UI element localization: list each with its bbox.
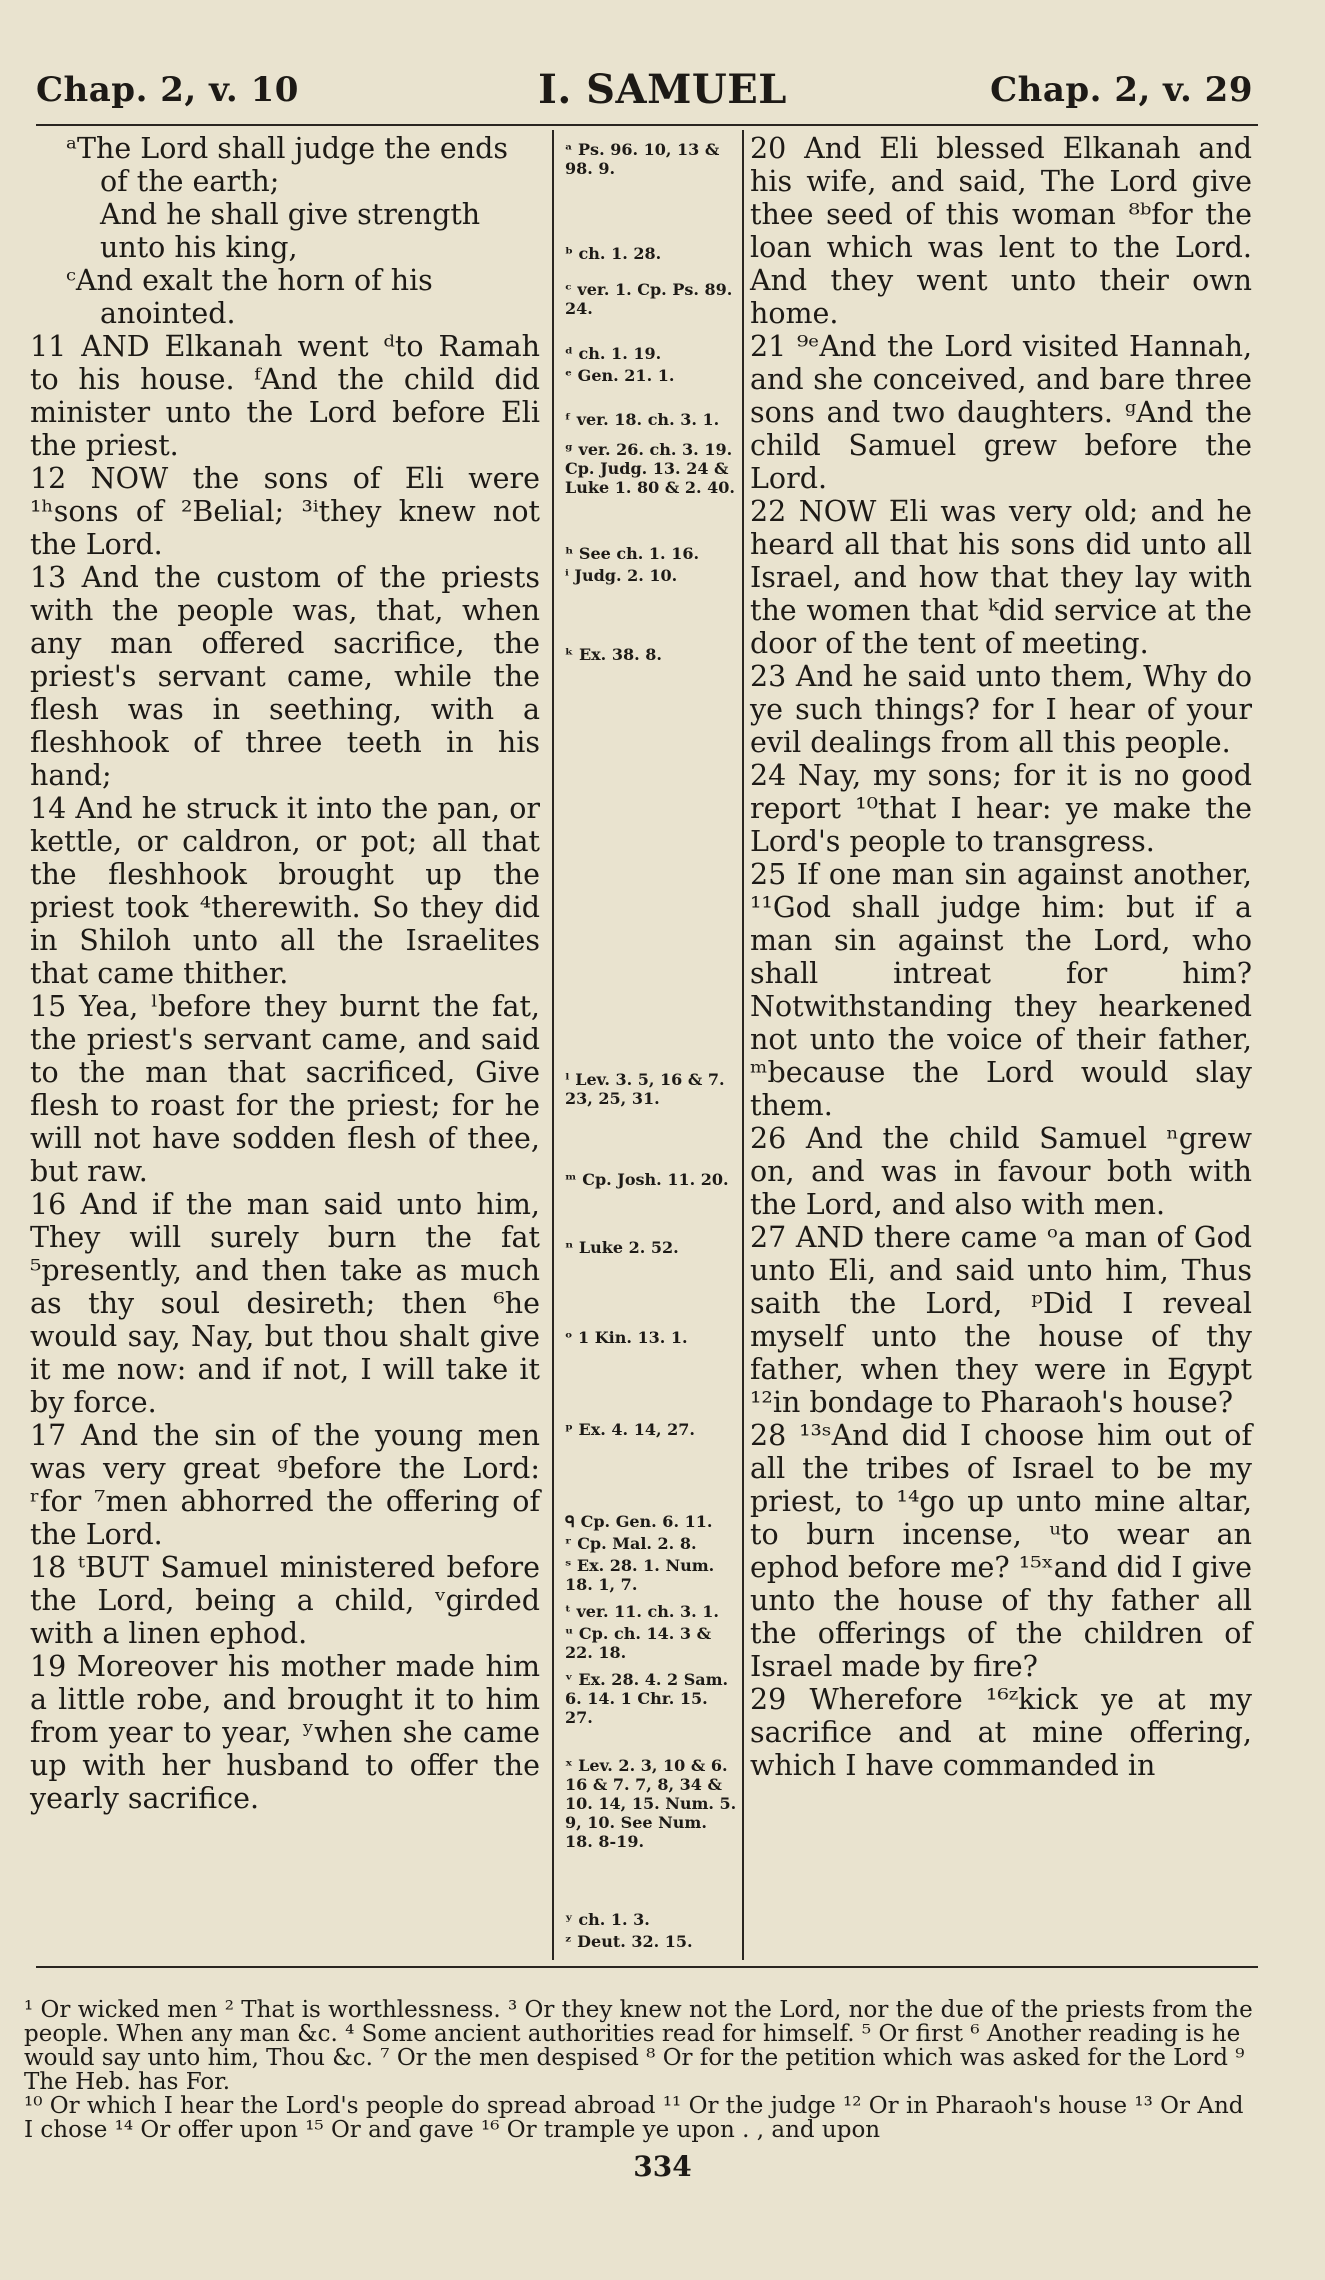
footnote-rule — [36, 1966, 1258, 1968]
verse-18: 18 ᵗBUT Samuel ministered before the Lord, being a child, ᵛgirded with a linen ephod. — [30, 1551, 540, 1650]
verse-23: 23 And he said unto them, Why do ye such things? for I hear of your evil dealings from all this people. — [750, 660, 1252, 759]
reference-f: ᶠ ver. 18. ch. 3. 1. — [565, 410, 720, 429]
verse-20: 20 And Eli blessed Elkanah and his wife, and said, The Lord give thee seed of this woman ⁸ᵇfor the loan which was lent to the Lord. And they went unto their own home. — [750, 132, 1252, 330]
left-text-column — [30, 132, 540, 1815]
reference-b: ᵇ ch. 1. 28. — [565, 244, 662, 263]
reference-y: ʸ ch. 1. 3. — [565, 1910, 650, 1929]
reference-k: ᵏ Ex. 38. 8. — [565, 645, 662, 664]
reference-m: ᵐ Cp. Josh. 11. 20. — [565, 1170, 729, 1189]
verse-13: 13 And the custom of the priests with the people was, that, when any man offered sacrifice, the priest's servant came, while the flesh was in seething, with a fleshhook of three teeth in his hand; — [30, 561, 540, 792]
reference-g: ᵍ ver. 26. ch. 3. 19. Cp. Judg. 13. 24 & Luke 1. 80 & 2. 40. — [565, 440, 735, 497]
verse-12: 12 NOW the sons of Eli were ¹ʰsons of ²Belial; ³ⁱthey knew not the Lord. — [30, 462, 540, 561]
reference-u: ᵘ Cp. ch. 14. 3 & 22. 18. — [565, 1624, 712, 1662]
verse-22: 22 NOW Eli was very old; and he heard all that his sons did unto all Israel, and how that they lay with the women that ᵏdid service at the door of the tent of meeting. — [750, 495, 1252, 660]
verse-25: 25 If one man sin against another, ¹¹God shall judge him: but if a man sin against the Lord, who shall intreat for him? Notwithstanding they hearkened not unto the voice of their father, ᵐbecause the Lord would slay them. — [750, 858, 1252, 1122]
reference-l: ˡ Lev. 3. 5, 16 & 7. 23, 25, 31. — [565, 1070, 725, 1108]
reference-p: ᵖ Ex. 4. 14, 27. — [565, 1420, 695, 1439]
header-book-title: I. SAMUEL — [538, 66, 787, 113]
verse-19: 19 Moreover his mother made him a little robe, and brought it to him from year to year, ʸwhen she came up with her husband to offer the yearly sacrifice. — [30, 1650, 540, 1815]
reference-o: ᵒ 1 Kin. 13. 1. — [565, 1328, 688, 1347]
header-left-chapter-verse: Chap. 2, v. 10 — [36, 70, 299, 110]
column-divider-right — [742, 130, 744, 1960]
footnote-line-1: ¹ Or wicked men ² That is worthlessness. ³ Or they knew not the Lord, nor the due of the priests from the people. When any man &c. ⁴ Some ancient authorities read for himself. ⁵ Or first ⁶ Another reading is he would say unto him, Thou &c. ⁷ Or the men despised ⁸ Or for the petition which was asked for the Lord ⁹ The Heb. has For. — [24, 1997, 1253, 2095]
verse-14: 14 And he struck it into the pan, or kettle, or caldron, or pot; all that the fleshhook brought up the priest took ⁴therewith. So they did in Shiloh unto all the Israelites that came thither. — [30, 792, 540, 990]
reference-x: ˣ Lev. 2. 3, 10 & 6. 16 & 7. 7, 8, 34 & 10. 14, 15. Num. 5. 9, 10. See Num. 18. 8-19. — [565, 1756, 737, 1851]
reference-d: ᵈ ch. 1. 19. — [565, 344, 662, 363]
reference-q: ᑫ Cp. Gen. 6. 11. — [565, 1512, 713, 1531]
poem-line-1: ᵃThe Lord shall judge the ends of the earth; — [66, 132, 508, 198]
footnotes — [24, 1998, 1254, 2142]
reference-i: ⁱ Judg. 2. 10. — [565, 566, 678, 585]
verse-16: 16 And if the man said unto him, They will surely burn the fat ⁵presently, and then take as much as thy soul desireth; then ⁶he would say, Nay, but thou shalt give it me now: and if not, I will take it by force. — [30, 1188, 540, 1419]
page-number: 334 — [633, 2150, 692, 2183]
footnote-line-2: ¹⁰ Or which I hear the Lord's people do spread abroad ¹¹ Or the judge ¹² Or in Pharaoh's house ¹³ Or And I chose ¹⁴ Or offer upon ¹⁵ Or and gave ¹⁶ Or trample ye upon . , and upon — [24, 2093, 1244, 2143]
right-text-column — [750, 132, 1252, 1782]
reference-v: ᵛ Ex. 28. 4. 2 Sam. 6. 14. 1 Chr. 15. 27. — [565, 1670, 729, 1727]
reference-h: ʰ See ch. 1. 16. — [565, 544, 700, 563]
header-rule — [36, 124, 1258, 126]
poem-line-2: And he shall give strength unto his king, — [100, 198, 481, 264]
reference-e: ᵉ Gen. 21. 1. — [565, 366, 675, 385]
reference-t: ᵗ ver. 11. ch. 3. 1. — [565, 1602, 719, 1621]
reference-a: ᵃ Ps. 96. 10, 13 & 98. 9. — [565, 140, 720, 178]
verse-28: 28 ¹³ˢAnd did I choose him out of all the tribes of Israel to be my priest, to ¹⁴go up unto mine altar, to burn incense, ᵘto wear an ephod before me? ¹⁵ˣand did I give unto the house of thy father all the offerings of the children of Israel made by fire? — [750, 1419, 1252, 1683]
verse-11: 11 AND Elkanah went ᵈto Ramah to his house. ᶠAnd the child did minister unto the Lord before Eli the priest. — [30, 330, 540, 462]
verse-27: 27 AND there came ᵒa man of God unto Eli, and said unto him, Thus saith the Lord, ᵖDid I reveal myself unto the house of thy father, when they were in Egypt ¹²in bondage to Pharaoh's house? — [750, 1221, 1252, 1419]
poem-line-3: ᶜAnd exalt the horn of his anointed. — [66, 264, 433, 330]
header-right-chapter-verse: Chap. 2, v. 29 — [990, 70, 1253, 110]
reference-r: ʳ Cp. Mal. 2. 8. — [565, 1534, 697, 1553]
reference-z: ᶻ Deut. 32. 15. — [565, 1932, 693, 1951]
poem-lines — [30, 132, 540, 330]
reference-s: ˢ Ex. 28. 1. Num. 18. 1, 7. — [565, 1556, 715, 1594]
verse-29: 29 Wherefore ¹⁶ᶻkick ye at my sacrifice and at mine offering, which I have commanded in — [750, 1683, 1252, 1782]
column-divider-left — [552, 130, 554, 1960]
verse-17: 17 And the sin of the young men was very great ᵍbefore the Lord: ʳfor ⁷men abhorred the offering of the Lord. — [30, 1419, 540, 1551]
verse-21: 21 ⁹ᵉAnd the Lord visited Hannah, and she conceived, and bare three sons and two daughters. ᵍAnd the child Samuel grew before the Lord. — [750, 330, 1252, 495]
reference-n: ⁿ Luke 2. 52. — [565, 1238, 679, 1257]
verse-26: 26 And the child Samuel ⁿgrew on, and was in favour both with the Lord, and also with men. — [750, 1122, 1252, 1221]
reference-c: ᶜ ver. 1. Cp. Ps. 89. 24. — [565, 280, 733, 318]
verse-15: 15 Yea, ˡbefore they burnt the fat, the priest's servant came, and said to the man that sacrificed, Give flesh to roast for the priest; for he will not have sodden flesh of thee, but raw. — [30, 990, 540, 1188]
verse-24: 24 Nay, my sons; for it is no good report ¹⁰that I hear: ye make the Lord's people to transgress. — [750, 759, 1252, 858]
